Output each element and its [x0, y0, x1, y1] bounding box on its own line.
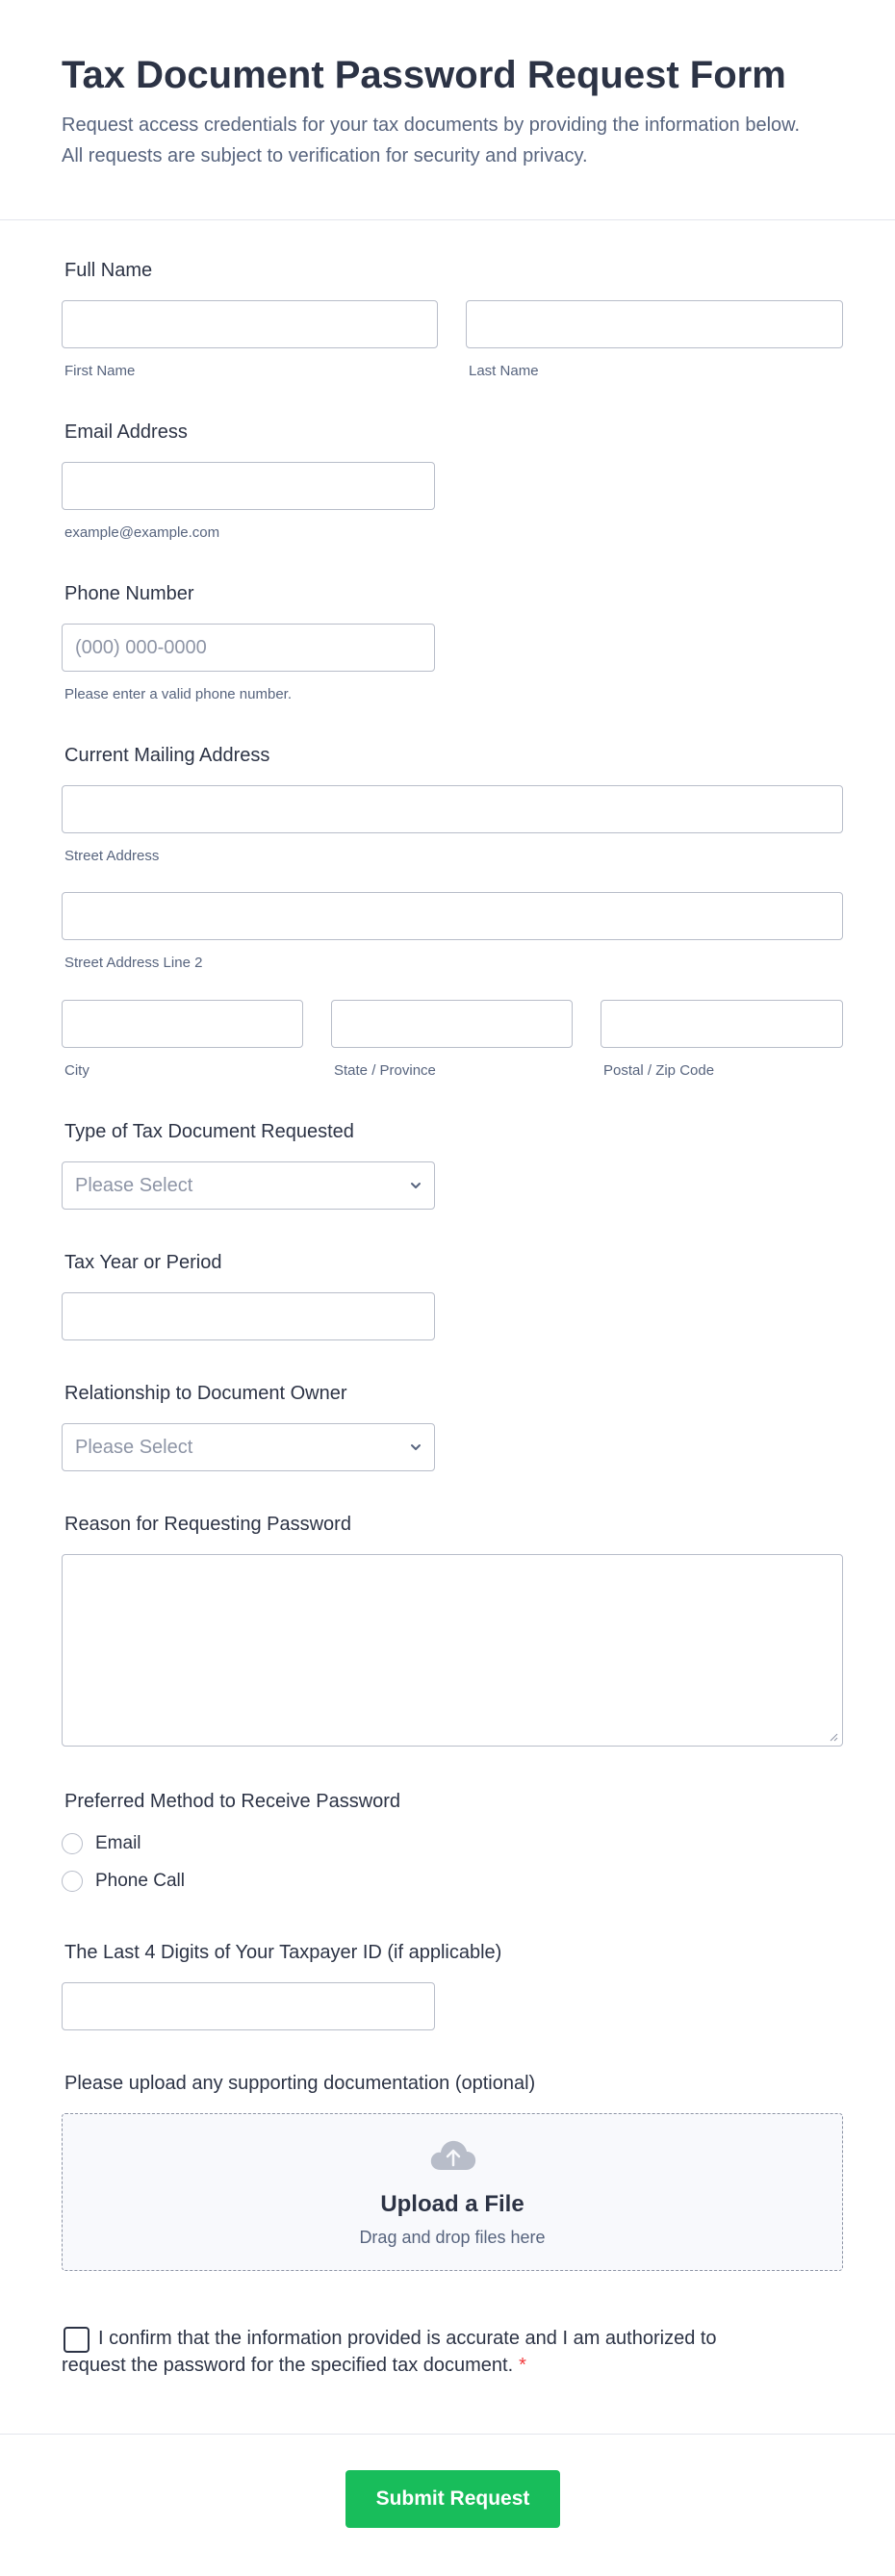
street-address-line2-sublabel: Street Address Line 2: [64, 955, 203, 971]
state-input[interactable]: [331, 1000, 573, 1048]
tax-year-label: Tax Year or Period: [64, 1252, 222, 1273]
relationship-placeholder: Please Select: [75, 1437, 193, 1458]
relationship-label: Relationship to Document Owner: [64, 1383, 347, 1404]
upload-title: Upload a File: [380, 2191, 524, 2217]
address-label: Current Mailing Address: [64, 745, 270, 766]
tax-year-input[interactable]: [62, 1292, 435, 1340]
street-address-line2-input[interactable]: [62, 892, 843, 940]
resize-handle-icon[interactable]: [829, 1732, 838, 1742]
confirm-text: [62, 2325, 754, 2379]
first-name-sublabel: First Name: [64, 363, 136, 379]
upload-label: Please upload any supporting documentation (optional): [64, 2073, 536, 2094]
doc-type-placeholder: Please Select: [75, 1175, 193, 1196]
cloud-upload-icon: [429, 2139, 477, 2172]
radio-phone-call[interactable]: [62, 1871, 185, 1892]
page-title: Tax Document Password Request Form: [62, 54, 786, 96]
zip-input[interactable]: [601, 1000, 843, 1048]
footer-divider: [0, 2434, 895, 2435]
phone-sublabel: Please enter a valid phone number.: [64, 686, 292, 702]
first-name-input[interactable]: [62, 300, 438, 348]
last-name-input[interactable]: [466, 300, 843, 348]
method-label: Preferred Method to Receive Password: [64, 1791, 401, 1812]
confirm-label: I confirm that the information provided is accurate and I am authorized to request the password for the specified tax document.: [62, 2328, 717, 2376]
form-header: [0, 0, 895, 220]
taxpayer-id-input[interactable]: [62, 1982, 435, 2030]
chevron-down-icon: [409, 1179, 422, 1192]
zip-sublabel: Postal / Zip Code: [603, 1062, 715, 1079]
taxpayer-id-label: The Last 4 Digits of Your Taxpayer ID (if applicable): [64, 1942, 502, 1963]
last-name-sublabel: Last Name: [469, 363, 539, 379]
full-name-label: Full Name: [64, 260, 153, 281]
email-input[interactable]: [62, 462, 435, 510]
reason-textarea[interactable]: [62, 1554, 843, 1747]
street-address-sublabel: Street Address: [64, 848, 160, 864]
city-sublabel: City: [64, 1062, 90, 1079]
phone-input[interactable]: (000) 000-0000: [62, 624, 435, 672]
file-upload-dropzone[interactable]: [62, 2113, 843, 2271]
city-input[interactable]: [62, 1000, 303, 1048]
submit-button[interactable]: Submit Request: [345, 2470, 560, 2528]
email-label: Email Address: [64, 421, 188, 443]
radio-phone-call-label: Phone Call: [95, 1871, 185, 1891]
relationship-select[interactable]: [62, 1423, 435, 1471]
chevron-down-icon: [409, 1441, 422, 1454]
radio-circle[interactable]: [62, 1833, 83, 1854]
state-sublabel: State / Province: [334, 1062, 436, 1079]
email-sublabel: example@example.com: [64, 524, 220, 541]
phone-label: Phone Number: [64, 583, 194, 604]
reason-label: Reason for Requesting Password: [64, 1514, 351, 1535]
page-subtitle: Request access credentials for your tax documents by providing the information below. All requests are subject to verification for security and privacy.: [62, 115, 801, 166]
radio-email-label: Email: [95, 1833, 141, 1853]
radio-circle[interactable]: [62, 1871, 83, 1892]
doc-type-label: Type of Tax Document Requested: [64, 1121, 354, 1142]
upload-subtitle: Drag and drop files here: [359, 2228, 546, 2247]
required-mark: *: [519, 2355, 526, 2376]
street-address-input[interactable]: [62, 785, 843, 833]
radio-email[interactable]: [62, 1833, 141, 1854]
doc-type-select[interactable]: [62, 1161, 435, 1210]
